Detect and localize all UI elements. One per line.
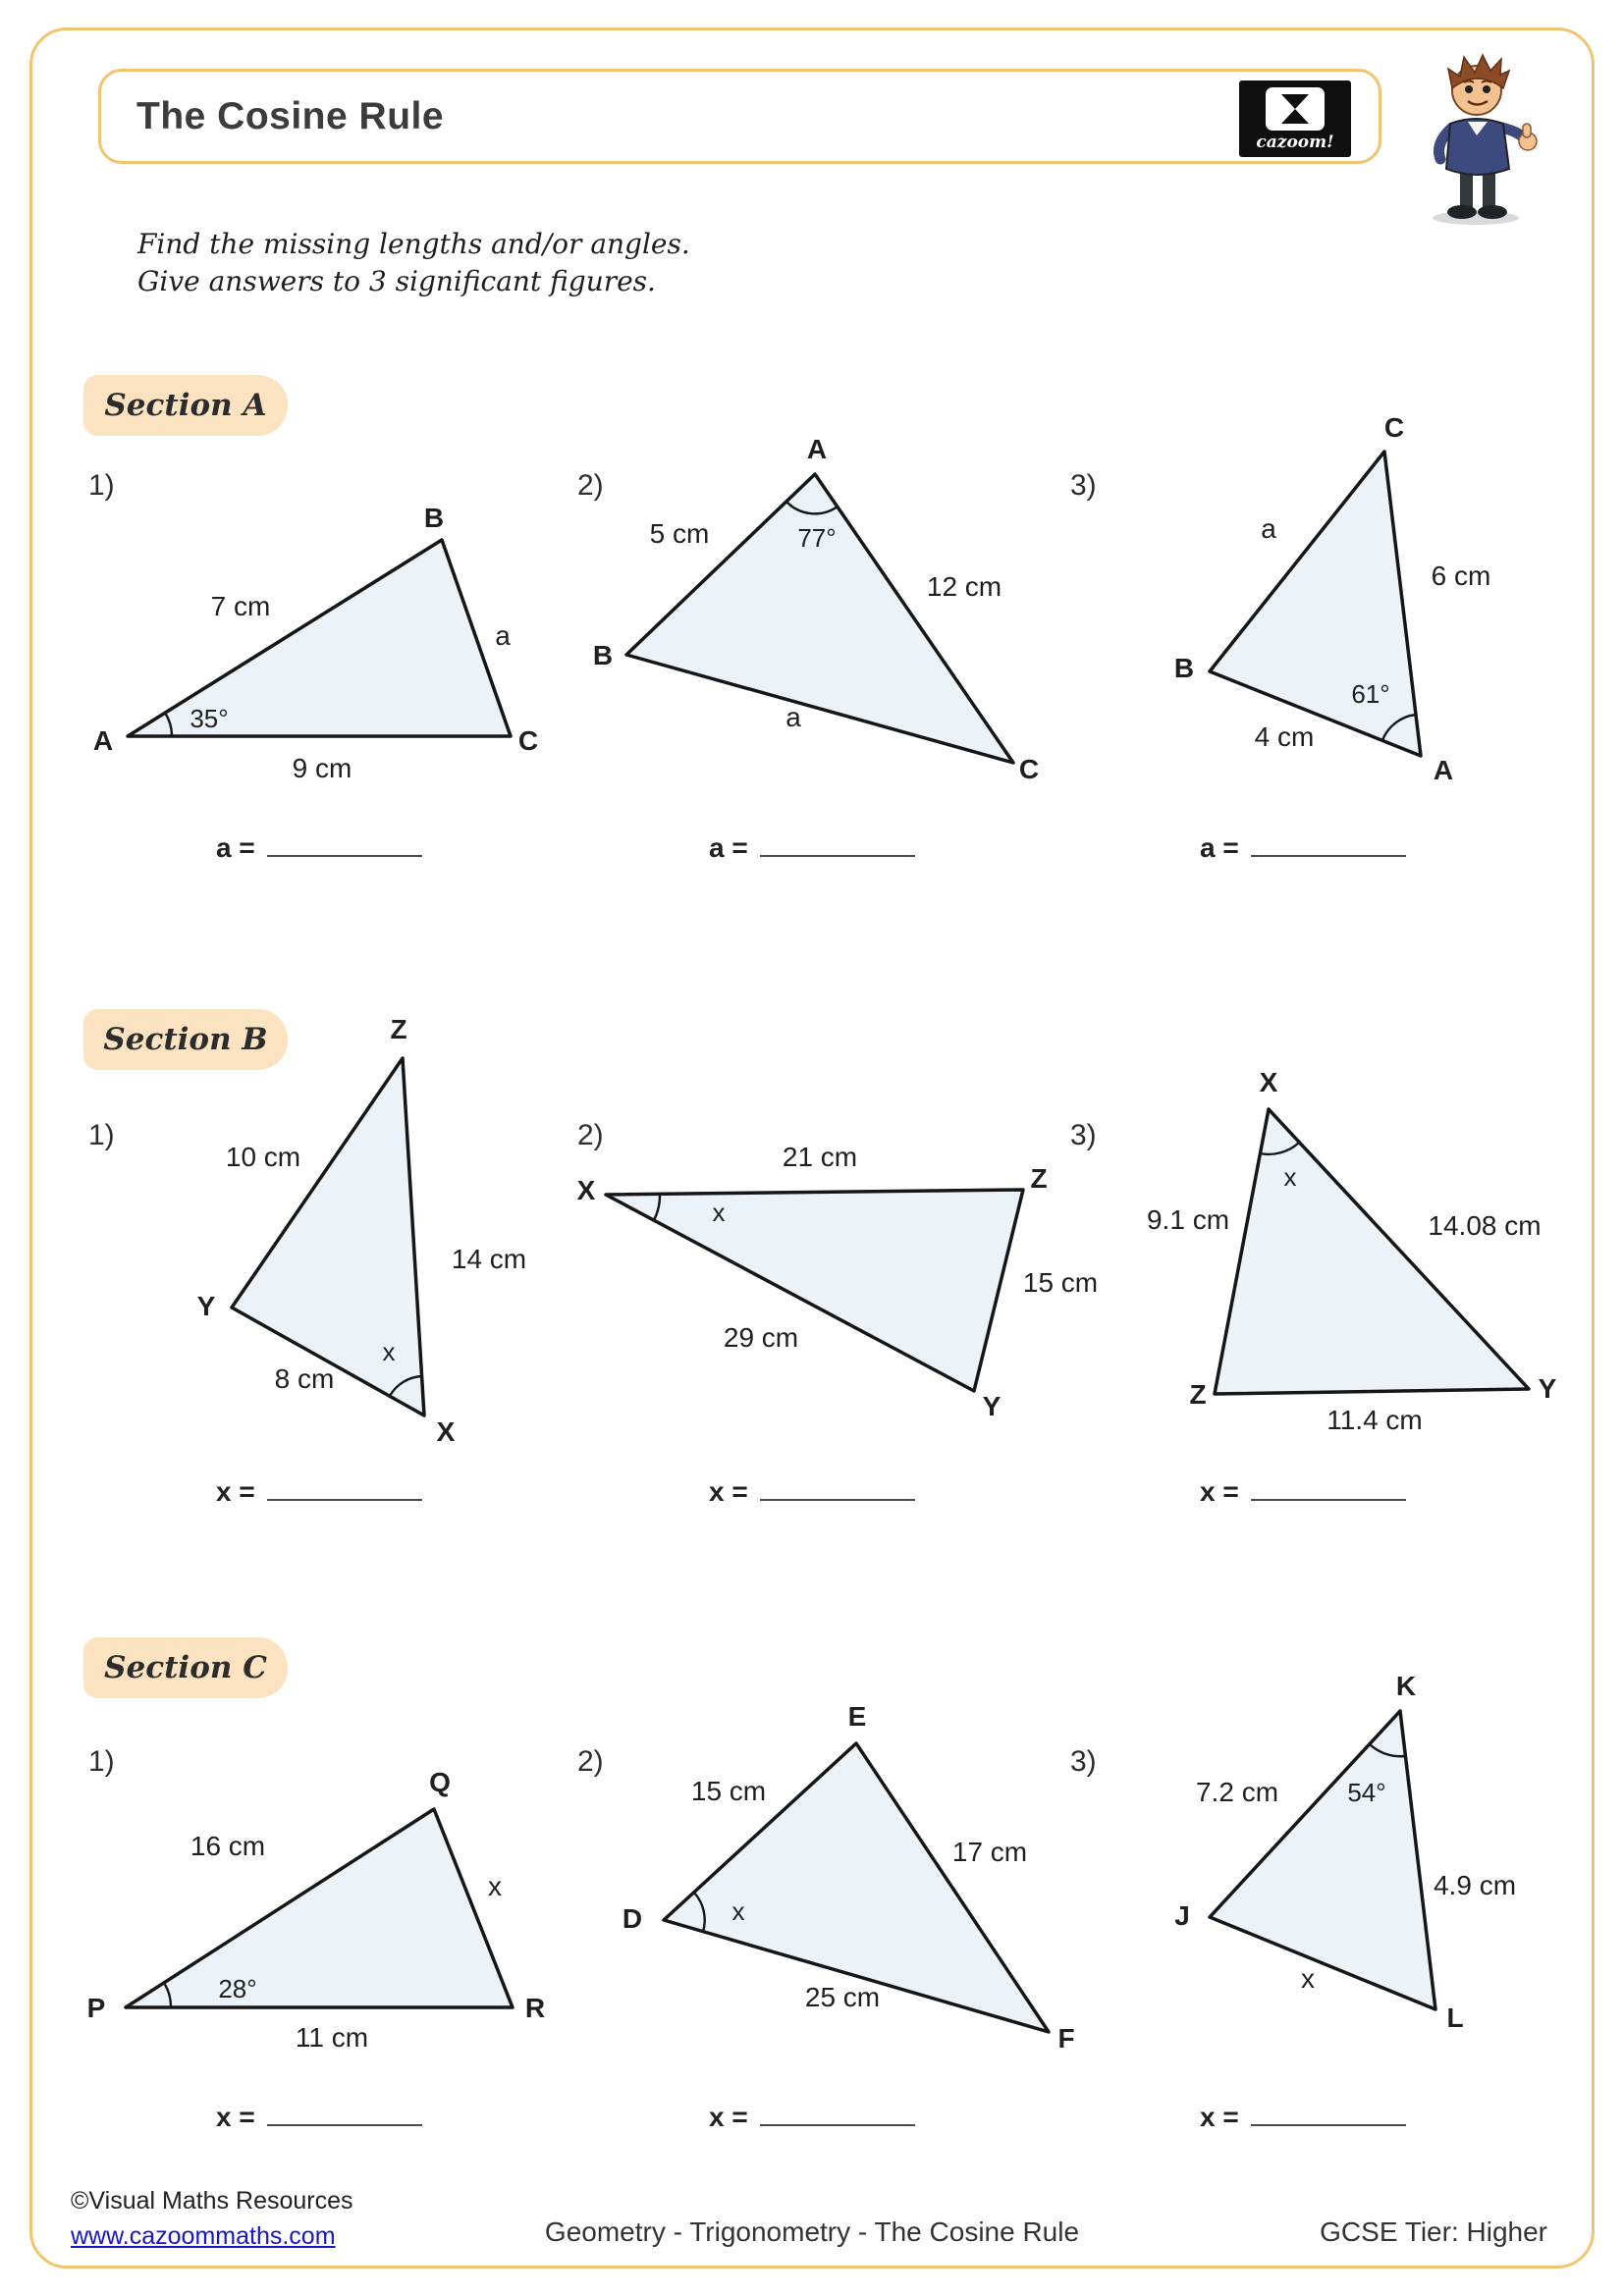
vertex-label: Z xyxy=(1030,1163,1048,1194)
side-label: x xyxy=(1301,1963,1315,1994)
page-title: The Cosine Rule xyxy=(136,94,445,137)
problem-number: 2) xyxy=(577,1745,604,1778)
angle-label: 61° xyxy=(1351,679,1390,709)
vertex-label: X xyxy=(576,1175,596,1205)
answer-label: a = xyxy=(216,832,255,863)
problem-number: 2) xyxy=(577,1119,604,1151)
footer-topic: Geometry - Trigonometry - The Cosine Rule xyxy=(544,2216,1080,2247)
answer-blank-line xyxy=(1251,2120,1406,2126)
copyright-text: ©Visual Maths Resources xyxy=(71,2187,353,2215)
vertex-label: R xyxy=(524,1993,546,2023)
footer-tier: GCSE Tier: Higher xyxy=(1320,2216,1547,2247)
side-label: 14 cm xyxy=(451,1244,527,1274)
answer-label: x = xyxy=(1200,2102,1239,2132)
side-label: 15 cm xyxy=(690,1776,767,1806)
answer-label: x = xyxy=(216,1476,255,1507)
side-label: 4.9 cm xyxy=(1433,1870,1517,1900)
answer-label: x = xyxy=(1200,1476,1239,1507)
vertex-label: K xyxy=(1395,1671,1417,1701)
section-a-label: Section A xyxy=(83,375,288,436)
side-label: 4 cm xyxy=(1254,721,1315,752)
answer-label: x = xyxy=(709,2102,748,2132)
triangle-figure-b2 xyxy=(569,1109,1105,1453)
side-label: 15 cm xyxy=(1022,1267,1099,1298)
side-label: a xyxy=(785,702,801,732)
vertex-label: E xyxy=(847,1701,867,1732)
answer-field xyxy=(1200,1476,1406,1508)
answer-blank-line xyxy=(760,2120,915,2126)
side-label: 29 cm xyxy=(723,1322,799,1353)
side-label: 16 cm xyxy=(189,1831,266,1861)
angle-label: 28° xyxy=(218,1974,257,2003)
side-label: a xyxy=(495,620,511,651)
triangle-figure-c2 xyxy=(569,1696,1100,2079)
answer-field xyxy=(1200,2102,1406,2133)
side-label: 7 cm xyxy=(210,591,271,621)
triangle-figure-a1 xyxy=(79,496,550,790)
side-label: 12 cm xyxy=(926,571,1002,602)
instruction-line-1: Find the missing lengths and/or angles. xyxy=(137,228,690,260)
answer-label: a = xyxy=(1200,832,1239,863)
vertex-label: L xyxy=(1446,2002,1464,2033)
instructions xyxy=(137,226,690,300)
website-link[interactable]: www.cazoommaths.com xyxy=(71,2222,336,2251)
vertex-label: P xyxy=(86,1993,106,2023)
vertex-label: C xyxy=(1018,754,1040,784)
problem-number: 2) xyxy=(577,469,604,502)
vertex-label: D xyxy=(622,1903,643,1934)
answer-label: x = xyxy=(709,1476,748,1507)
answer-blank-line xyxy=(1251,1495,1406,1501)
problem-number: 1) xyxy=(88,1119,115,1151)
vertex-label: F xyxy=(1057,2023,1075,2054)
vertex-label: B xyxy=(592,640,614,670)
side-label: 7.2 cm xyxy=(1195,1777,1279,1807)
vertex-label: J xyxy=(1174,1900,1190,1931)
triangle-figure-c1 xyxy=(79,1762,589,2086)
problem-number: 1) xyxy=(88,1745,115,1778)
answer-field xyxy=(709,1476,915,1508)
triangle-figure-c3 xyxy=(1119,1664,1542,2066)
triangle-shape xyxy=(1215,1109,1529,1394)
vertex-label: Y xyxy=(982,1391,1001,1421)
vertex-label: Q xyxy=(429,1767,451,1797)
answer-label: a = xyxy=(709,832,748,863)
angle-label: 54° xyxy=(1347,1778,1386,1807)
angle-label: 77° xyxy=(797,523,837,553)
logo-text: cazoom! xyxy=(1256,133,1334,152)
angle-label: x xyxy=(731,1896,745,1926)
side-label: 8 cm xyxy=(274,1363,335,1394)
answer-blank-line xyxy=(267,851,422,857)
vertex-label: Z xyxy=(390,1014,407,1044)
side-label: 17 cm xyxy=(951,1837,1028,1867)
hourglass-icon xyxy=(1263,84,1327,133)
section-c-label: Section C xyxy=(83,1637,288,1698)
side-label: 5 cm xyxy=(649,518,710,549)
answer-field xyxy=(709,2102,915,2133)
triangle-figure-b3 xyxy=(1119,1058,1600,1470)
title-box xyxy=(98,69,1381,164)
triangle-shape xyxy=(232,1058,424,1415)
answer-field xyxy=(216,2102,422,2133)
vertex-label: B xyxy=(1173,653,1195,683)
side-label: 6 cm xyxy=(1431,561,1491,591)
answer-blank-line xyxy=(1251,851,1406,857)
answer-field xyxy=(709,832,915,864)
triangle-shape xyxy=(1210,452,1421,756)
side-label: 11 cm xyxy=(295,2022,369,2053)
side-label: a xyxy=(1261,513,1276,544)
vertex-label: Y xyxy=(196,1291,216,1321)
side-label: 11.4 cm xyxy=(1326,1405,1423,1435)
vertex-label: B xyxy=(423,503,445,533)
angle-label: x xyxy=(712,1198,726,1227)
instruction-line-2: Give answers to 3 significant figures. xyxy=(137,264,656,297)
vertex-label: A xyxy=(92,725,114,756)
vertex-label: X xyxy=(436,1416,456,1447)
vertex-label: C xyxy=(517,725,539,756)
answer-field xyxy=(216,832,422,864)
vertex-label: C xyxy=(1383,412,1405,443)
answer-field xyxy=(216,1476,422,1508)
problem-number: 3) xyxy=(1070,469,1097,502)
answer-blank-line xyxy=(267,2120,422,2126)
answer-label: x = xyxy=(216,2102,255,2132)
mascot-illustration xyxy=(1399,45,1566,227)
vertex-label: A xyxy=(806,434,828,464)
cazoom-logo xyxy=(1239,80,1351,157)
section-b-label: Section B xyxy=(83,1009,288,1070)
angle-label: x xyxy=(1283,1162,1297,1192)
answer-blank-line xyxy=(267,1495,422,1501)
vertex-label: X xyxy=(1259,1067,1278,1097)
triangle-figure-a3 xyxy=(1060,410,1532,793)
triangle-shape xyxy=(126,1809,513,2007)
side-label: x xyxy=(488,1871,502,1901)
problem-number: 3) xyxy=(1070,1119,1097,1151)
problem-number: 1) xyxy=(88,469,115,502)
side-label: 14.08 cm xyxy=(1428,1210,1542,1241)
triangle-shape xyxy=(128,540,511,736)
side-label: 10 cm xyxy=(225,1142,301,1172)
triangle-figure-b1 xyxy=(177,1001,550,1463)
side-label: 9.1 cm xyxy=(1146,1204,1230,1235)
vertex-label: A xyxy=(1433,755,1454,785)
answer-blank-line xyxy=(760,1495,915,1501)
vertex-label: Z xyxy=(1189,1379,1207,1410)
triangle-figure-a2 xyxy=(569,427,1060,790)
side-label: 25 cm xyxy=(804,1982,881,2012)
answer-blank-line xyxy=(760,851,915,857)
side-label: 9 cm xyxy=(292,753,352,783)
triangle-shape xyxy=(606,1190,1023,1391)
answer-field xyxy=(1200,832,1406,864)
side-label: 21 cm xyxy=(782,1142,858,1172)
angle-label: 35° xyxy=(189,704,229,733)
vertex-label: Y xyxy=(1538,1373,1557,1404)
angle-label: x xyxy=(382,1337,396,1366)
problem-number: 3) xyxy=(1070,1745,1097,1778)
